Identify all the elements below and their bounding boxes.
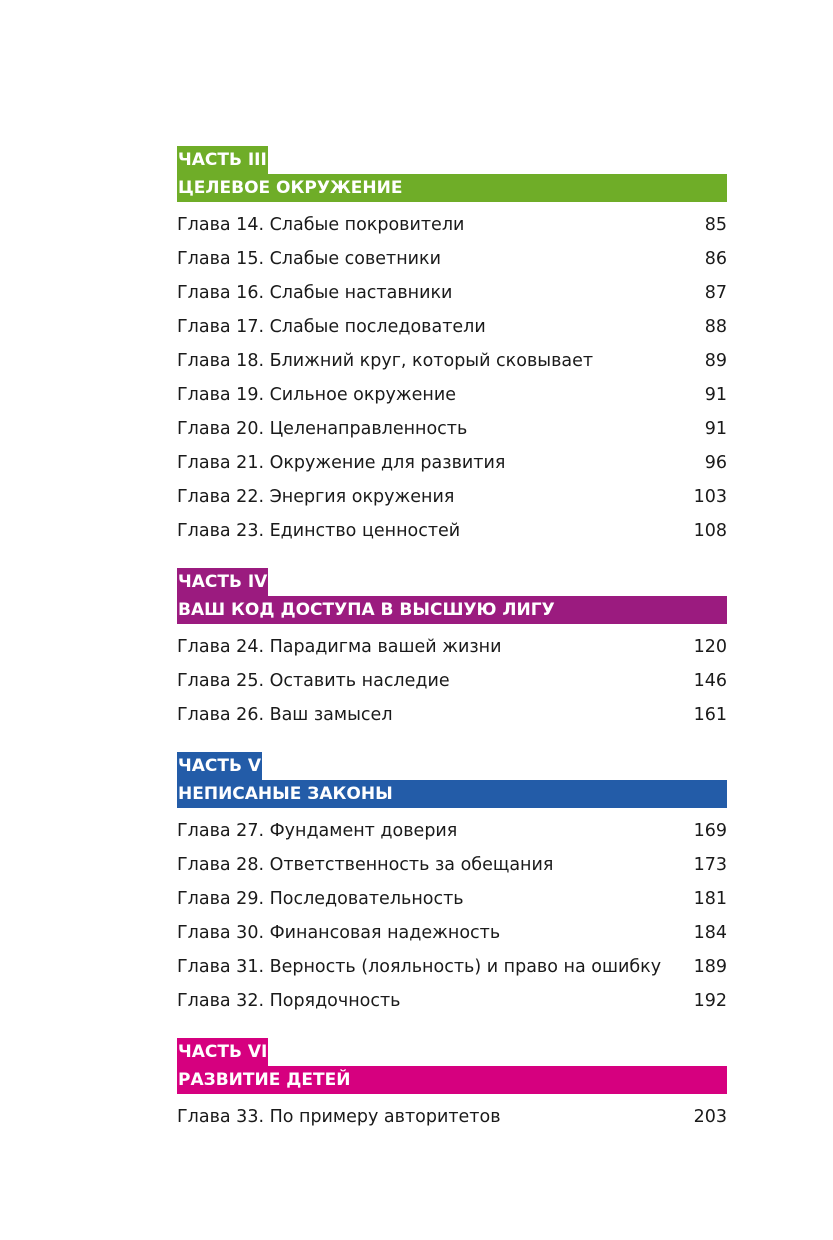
chapter-entry[interactable]: [177, 276, 727, 310]
chapter-title: Глава 30. Финансовая надежность: [177, 923, 501, 943]
chapter-title: Глава 23. Единство ценностей: [177, 521, 461, 541]
chapter-page-number: 181: [693, 889, 727, 909]
chapter-entry[interactable]: [177, 412, 727, 446]
chapter-title: Глава 26. Ваш замысел: [177, 705, 393, 725]
chapter-entry[interactable]: [177, 514, 727, 548]
chapter-title: Глава 20. Целенаправленность: [177, 419, 468, 439]
chapter-entry[interactable]: [177, 984, 727, 1018]
chapter-page-number: 91: [704, 419, 727, 439]
chapter-title: Глава 14. Слабые покровители: [177, 215, 465, 235]
chapter-title: Глава 31. Верность (лояльность) и право на ошибку: [177, 957, 662, 977]
chapter-page-number: 108: [693, 521, 727, 541]
chapter-page-number: 203: [693, 1107, 727, 1127]
chapter-page-number: 86: [704, 249, 727, 269]
chapter-entry[interactable]: [177, 950, 727, 984]
part-label: ЧАСТЬ III: [177, 146, 268, 174]
chapter-list: [177, 630, 727, 732]
chapter-entry[interactable]: [177, 310, 727, 344]
chapter-title: Глава 29. Последовательность: [177, 889, 464, 909]
chapter-title: Глава 22. Энергия окружения: [177, 487, 455, 507]
chapter-entry[interactable]: [177, 378, 727, 412]
chapter-title: Глава 15. Слабые советники: [177, 249, 442, 269]
part-6: [177, 1038, 727, 1134]
chapter-title: Глава 33. По примеру авторитетов: [177, 1107, 501, 1127]
part-title: РАЗВИТИЕ ДЕТЕЙ: [177, 1066, 727, 1094]
chapter-entry[interactable]: [177, 698, 727, 732]
chapter-title: Глава 28. Ответственность за обещания: [177, 855, 554, 875]
chapter-page-number: 120: [693, 637, 727, 657]
part-title: НЕПИСАНЫЕ ЗАКОНЫ: [177, 780, 727, 808]
part-3: [177, 146, 727, 548]
part-4: [177, 568, 727, 732]
chapter-page-number: 103: [693, 487, 727, 507]
chapter-page-number: 91: [704, 385, 727, 405]
part-label: ЧАСТЬ IV: [177, 568, 268, 596]
part-label: ЧАСТЬ V: [177, 752, 262, 780]
chapter-entry[interactable]: [177, 344, 727, 378]
chapter-entry[interactable]: [177, 664, 727, 698]
chapter-title: Глава 32. Порядочность: [177, 991, 401, 1011]
chapter-entry[interactable]: [177, 916, 727, 950]
chapter-entry[interactable]: [177, 480, 727, 514]
chapter-page-number: 89: [704, 351, 727, 371]
chapter-entry[interactable]: [177, 1100, 727, 1134]
chapter-page-number: 87: [704, 283, 727, 303]
chapter-title: Глава 27. Фундамент доверия: [177, 821, 458, 841]
chapter-entry[interactable]: [177, 882, 727, 916]
part-title: ВАШ КОД ДОСТУПА В ВЫСШУЮ ЛИГУ: [177, 596, 727, 624]
chapter-list: [177, 208, 727, 548]
chapter-list: [177, 814, 727, 1018]
chapter-title: Глава 18. Ближний круг, который сковывает: [177, 351, 594, 371]
part-title: ЦЕЛЕВОЕ ОКРУЖЕНИЕ: [177, 174, 727, 202]
chapter-entry[interactable]: [177, 848, 727, 882]
chapter-page-number: 161: [693, 705, 727, 725]
chapter-page-number: 173: [693, 855, 727, 875]
chapter-title: Глава 25. Оставить наследие: [177, 671, 450, 691]
chapter-page-number: 85: [704, 215, 727, 235]
chapter-entry[interactable]: [177, 208, 727, 242]
part-5: [177, 752, 727, 1018]
chapter-page-number: 96: [704, 453, 727, 473]
chapter-list: [177, 1100, 727, 1134]
chapter-title: Глава 19. Сильное окружение: [177, 385, 457, 405]
chapter-title: Глава 16. Слабые наставники: [177, 283, 453, 303]
chapter-entry[interactable]: [177, 242, 727, 276]
chapter-entry[interactable]: [177, 630, 727, 664]
chapter-page-number: 169: [693, 821, 727, 841]
chapter-entry[interactable]: [177, 446, 727, 480]
chapter-title: Глава 17. Слабые последователи: [177, 317, 486, 337]
table-of-contents: [177, 146, 727, 1140]
part-label: ЧАСТЬ VI: [177, 1038, 268, 1066]
chapter-title: Глава 24. Парадигма вашей жизни: [177, 637, 502, 657]
chapter-page-number: 184: [693, 923, 727, 943]
chapter-page-number: 189: [693, 957, 727, 977]
chapter-page-number: 88: [704, 317, 727, 337]
chapter-page-number: 192: [693, 991, 727, 1011]
chapter-page-number: 146: [693, 671, 727, 691]
chapter-entry[interactable]: [177, 814, 727, 848]
chapter-title: Глава 21. Окружение для развития: [177, 453, 506, 473]
